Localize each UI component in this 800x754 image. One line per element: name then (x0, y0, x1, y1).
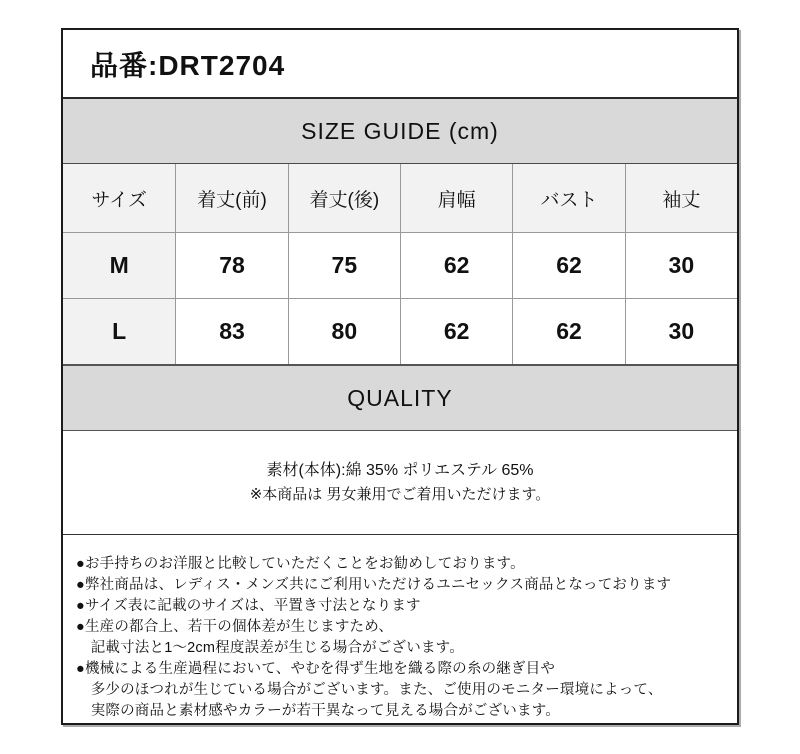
column-header-sleeve-length: 袖丈 (625, 164, 737, 232)
note-line: 実際の商品と素材感やカラーが若干異なって見える場合がございます。 (76, 703, 560, 719)
product-code-text: 品番:DRT2704 (90, 49, 286, 81)
quality-header (63, 364, 737, 430)
size-guide-sheet (61, 28, 739, 725)
table-row-size-m (63, 232, 737, 298)
size-table-header-row (63, 163, 737, 232)
size-guide-header (63, 97, 737, 163)
column-header-bust: バスト (512, 164, 624, 232)
note-line: 記載寸法と1～2cm程度誤差が生じる場合がございます。 (76, 640, 464, 656)
unisex-note-text: ※本商品は 男女兼用でご着用いただけます。 (249, 486, 551, 503)
note-line: ●サイズ表に記載のサイズは、平置き寸法となります (76, 598, 421, 614)
note-line: 多少のほつれが生じている場合がございます。また、ご使用のモニター環境によって、 (76, 682, 663, 698)
table-row-size-l (63, 298, 737, 364)
column-header-shoulder-width: 肩幅 (400, 164, 512, 232)
product-code-bar (63, 30, 737, 97)
material-text: 素材(本体):綿 35% ポリエステル 65% (266, 462, 534, 479)
value-l-shoulder-width: 62 (400, 299, 512, 364)
size-guide-title: SIZE GUIDE (cm) (301, 117, 499, 144)
size-label-m: M (63, 233, 175, 298)
value-l-bust: 62 (512, 299, 624, 364)
quality-content (63, 430, 737, 534)
note-line: ●生産の都合上、若干の個体差が生じますため、 (76, 619, 394, 635)
value-m-length-back: 75 (288, 233, 400, 298)
notes-section (63, 534, 737, 723)
column-header-length-back: 着丈(後) (288, 164, 400, 232)
value-l-length-front: 83 (175, 299, 287, 364)
value-m-bust: 62 (512, 233, 624, 298)
note-line: ●お手持ちのお洋服と比較していただくことをお勧めしております。 (76, 556, 525, 572)
quality-title: QUALITY (347, 384, 453, 411)
column-header-length-front: 着丈(前) (175, 164, 287, 232)
value-l-sleeve-length: 30 (625, 299, 737, 364)
value-m-length-front: 78 (175, 233, 287, 298)
column-header-size: サイズ (91, 189, 147, 211)
value-l-length-back: 80 (288, 299, 400, 364)
note-line: ●弊社商品は、レディス・メンズ共にご利用いただけるユニセックス商品となっております (76, 577, 672, 593)
value-m-sleeve-length: 30 (625, 233, 737, 298)
value-m-shoulder-width: 62 (400, 233, 512, 298)
size-label-l: L (63, 299, 175, 364)
note-line: ●機械による生産過程において、やむを得ず生地を織る際の糸の継ぎ目や (76, 661, 556, 677)
